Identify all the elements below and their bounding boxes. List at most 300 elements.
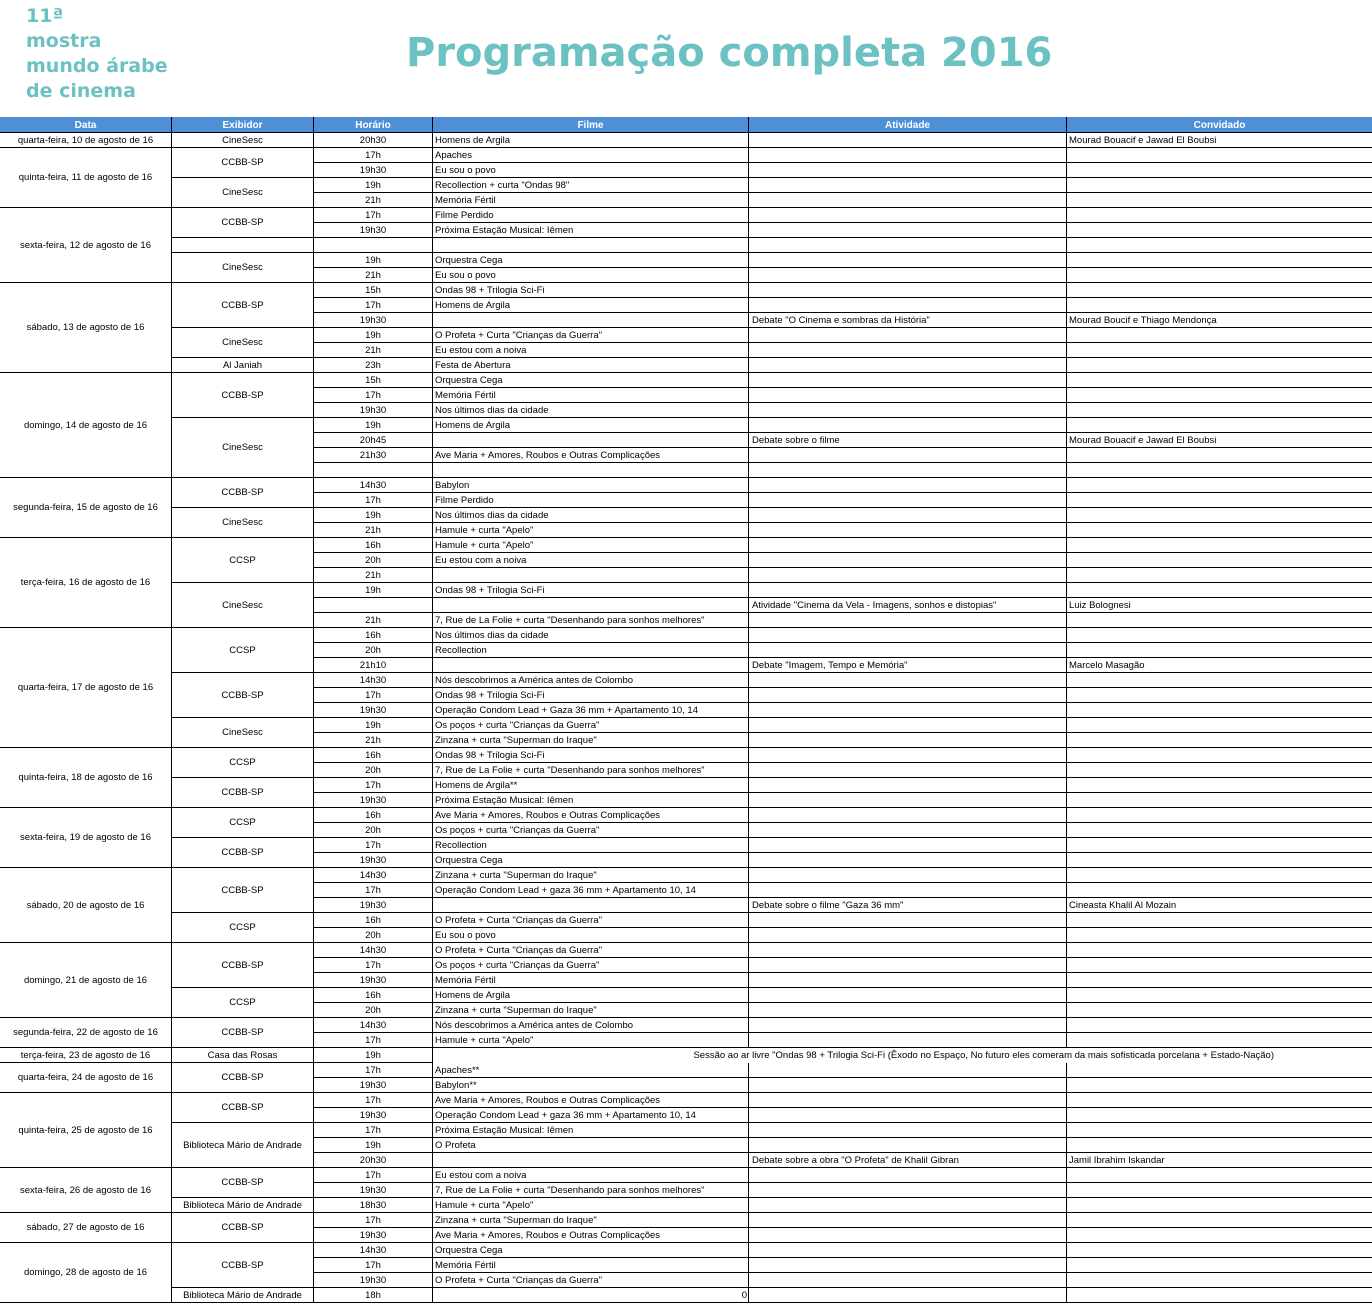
activity-cell bbox=[752, 673, 1064, 688]
film-cell: Memória Fértil bbox=[435, 195, 496, 206]
guest-cell bbox=[1069, 343, 1369, 358]
film-cell: Ondas 98 + Trilogia Sci-Fi bbox=[435, 690, 545, 701]
time-cell: 21h bbox=[365, 195, 381, 206]
film-cell: Orquestra Cega bbox=[435, 855, 503, 866]
guest-cell bbox=[1069, 403, 1369, 418]
guest-cell bbox=[1069, 1033, 1369, 1048]
venue-cell: CCBB-SP bbox=[221, 1222, 264, 1233]
film-cell: Homens de Argila bbox=[435, 990, 510, 1001]
film-cell: O Profeta + Curta "Crianças da Guerra" bbox=[435, 1275, 602, 1286]
time-cell: 17h bbox=[365, 495, 381, 506]
activity-cell bbox=[752, 808, 1064, 823]
activity-cell: Debate "Imagem, Tempo e Memória" bbox=[752, 660, 908, 671]
activity-cell bbox=[752, 493, 1064, 508]
date-cell: sexta-feira, 19 de agosto de 16 bbox=[20, 832, 151, 843]
time-cell: 19h30 bbox=[359, 1275, 387, 1286]
venue-cell: Biblioteca Mário de Andrade bbox=[183, 1290, 302, 1301]
film-cell: Orquestra Cega bbox=[435, 255, 503, 266]
film-cell: Eu sou o povo bbox=[435, 930, 496, 941]
guest-cell bbox=[1069, 643, 1369, 658]
venue-cell: CCBB-SP bbox=[221, 960, 264, 971]
guest-cell bbox=[1069, 268, 1369, 283]
time-cell: 19h30 bbox=[359, 165, 387, 176]
activity-cell bbox=[752, 1063, 1064, 1078]
venue-cell: Biblioteca Mário de Andrade bbox=[183, 1140, 302, 1151]
venue-cell: Al Janiah bbox=[222, 360, 263, 371]
guest-cell bbox=[1069, 733, 1369, 748]
activity-cell bbox=[752, 733, 1064, 748]
activity-cell bbox=[752, 523, 1064, 538]
film-cell: Próxima Estação Musical: Iêmen bbox=[435, 225, 574, 236]
guest-cell bbox=[1069, 328, 1369, 343]
guest-cell: Mourad Boucif e Thiago Mendonça bbox=[1069, 315, 1217, 326]
activity-cell bbox=[752, 268, 1064, 283]
film-cell bbox=[435, 463, 747, 478]
guest-cell bbox=[1069, 1138, 1369, 1153]
film-cell: Babylon bbox=[435, 480, 470, 491]
venue-cell: CineSesc bbox=[222, 135, 263, 146]
film-cell: Festa de Abertura bbox=[435, 360, 511, 371]
time-cell: 19h bbox=[365, 1050, 381, 1061]
activity-cell bbox=[752, 973, 1064, 988]
film-cell: Eu sou o povo bbox=[435, 270, 496, 281]
activity-cell bbox=[752, 913, 1064, 928]
film-cell: Memória Fértil bbox=[435, 975, 496, 986]
film-cell bbox=[435, 313, 747, 328]
activity-cell bbox=[752, 133, 1064, 148]
column-header-date: Data bbox=[0, 117, 172, 133]
activity-cell bbox=[752, 1258, 1064, 1273]
guest-cell: Mourad Bouacif e Jawad El Boubsi bbox=[1069, 435, 1217, 446]
venue-cell: CCBB-SP bbox=[221, 787, 264, 798]
guest-cell bbox=[1069, 1288, 1369, 1303]
column-header-activity: Atividade bbox=[749, 117, 1067, 133]
film-cell: Zinzana + curta "Superman do Iraque" bbox=[435, 735, 597, 746]
time-cell: 19h30 bbox=[359, 1185, 387, 1196]
guest-cell bbox=[1069, 628, 1369, 643]
time-cell: 14h30 bbox=[359, 675, 387, 686]
film-cell: 7, Rue de La Folie + curta "Desenhando para sonhos melhores" bbox=[435, 765, 705, 776]
date-cell: terça-feira, 16 de agosto de 16 bbox=[20, 577, 151, 588]
guest-cell bbox=[1069, 223, 1369, 238]
activity-cell bbox=[752, 763, 1064, 778]
guest-cell bbox=[1069, 1003, 1369, 1018]
guest-cell bbox=[1069, 583, 1369, 598]
time-cell: 17h bbox=[365, 1170, 381, 1181]
activity-cell: Debate "O Cinema e sombras da História" bbox=[752, 315, 930, 326]
time-cell: 14h30 bbox=[359, 870, 387, 881]
activity-cell bbox=[752, 283, 1064, 298]
guest-cell bbox=[1069, 553, 1369, 568]
time-cell: 21h bbox=[365, 615, 381, 626]
guest-cell bbox=[1069, 613, 1369, 628]
film-cell: Apaches** bbox=[435, 1065, 480, 1076]
date-cell: quinta-feira, 11 de agosto de 16 bbox=[18, 172, 153, 183]
guest-cell bbox=[1069, 193, 1369, 208]
time-cell: 17h bbox=[365, 210, 381, 221]
time-cell: 18h bbox=[365, 1290, 381, 1301]
time-cell bbox=[314, 238, 432, 253]
film-cell: Zinzana + curta "Superman do Iraque" bbox=[435, 1005, 597, 1016]
activity-cell bbox=[752, 778, 1064, 793]
guest-cell bbox=[1069, 1123, 1369, 1138]
activity-cell bbox=[752, 163, 1064, 178]
venue-cell: CCBB-SP bbox=[221, 1177, 264, 1188]
logo-line: de cinema bbox=[26, 80, 136, 102]
logo-line: 11ª bbox=[26, 5, 64, 27]
column-header-guest: Convidado bbox=[1067, 117, 1372, 133]
activity-cell bbox=[752, 553, 1064, 568]
activity-cell bbox=[752, 373, 1064, 388]
film-cell: Homens de Argila** bbox=[435, 780, 518, 791]
film-cell: Ave Maria + Amores, Roubos e Outras Complicações bbox=[435, 810, 661, 821]
venue-cell: Biblioteca Mário de Andrade bbox=[183, 1200, 302, 1211]
film-cell: Memória Fértil bbox=[435, 1260, 496, 1271]
time-cell: 16h bbox=[365, 810, 381, 821]
film-cell: Nos últimos dias da cidade bbox=[435, 405, 549, 416]
column-header-film: Filme bbox=[433, 117, 749, 133]
date-cell: sábado, 13 de agosto de 16 bbox=[26, 322, 145, 333]
activity-cell bbox=[752, 1018, 1064, 1033]
activity-cell bbox=[752, 703, 1064, 718]
guest-cell: Mourad Bouacif e Jawad El Boubsi bbox=[1069, 135, 1217, 146]
time-cell: 19h30 bbox=[359, 405, 387, 416]
date-cell: quinta-feira, 25 de agosto de 16 bbox=[18, 1125, 153, 1136]
column-divider bbox=[748, 117, 749, 1303]
date-cell: sábado, 27 de agosto de 16 bbox=[26, 1222, 145, 1233]
activity-cell bbox=[752, 238, 1064, 253]
guest-cell: Cineasta Khalil Al Mozain bbox=[1069, 900, 1177, 911]
activity-cell bbox=[752, 193, 1064, 208]
film-cell: Eu sou o povo bbox=[435, 165, 496, 176]
guest-cell bbox=[1069, 1198, 1369, 1213]
activity-cell bbox=[752, 1228, 1064, 1243]
time-cell: 17h bbox=[365, 780, 381, 791]
venue-cell: CCBB-SP bbox=[221, 1072, 264, 1083]
venue-cell: CCBB-SP bbox=[221, 1102, 264, 1113]
time-cell: 20h bbox=[365, 930, 381, 941]
guest-cell: Luiz Bolognesi bbox=[1069, 600, 1131, 611]
activity-cell bbox=[752, 568, 1064, 583]
guest-cell bbox=[1069, 928, 1369, 943]
time-cell: 19h bbox=[365, 510, 381, 521]
venue-cell: CCBB-SP bbox=[221, 847, 264, 858]
activity-cell bbox=[752, 418, 1064, 433]
venue-cell: CCSP bbox=[229, 645, 256, 656]
date-cell: quarta-feira, 24 de agosto de 16 bbox=[17, 1072, 154, 1083]
film-cell bbox=[435, 898, 747, 913]
time-cell: 20h bbox=[365, 645, 381, 656]
activity-cell bbox=[752, 223, 1064, 238]
time-cell: 21h30 bbox=[359, 450, 387, 461]
date-cell: quarta-feira, 10 de agosto de 16 bbox=[17, 135, 154, 146]
guest-cell bbox=[1069, 913, 1369, 928]
time-cell: 18h30 bbox=[359, 1200, 387, 1211]
time-cell: 20h bbox=[365, 1005, 381, 1016]
film-cell: Operação Condom Lead + gaza 36 mm + Apartamento 10, 14 bbox=[435, 1110, 696, 1121]
time-cell: 17h bbox=[365, 840, 381, 851]
activity-cell bbox=[752, 328, 1064, 343]
film-cell: Os poços + curta "Crianças da Guerra" bbox=[435, 720, 600, 731]
time-cell: 20h bbox=[365, 765, 381, 776]
time-cell: 17h bbox=[365, 390, 381, 401]
film-cell: Hamule + curta "Apelo" bbox=[435, 525, 534, 536]
film-cell: Nós descobrimos a América antes de Colombo bbox=[435, 1020, 634, 1031]
guest-cell bbox=[1069, 1273, 1369, 1288]
activity-cell bbox=[752, 478, 1064, 493]
guest-cell bbox=[1069, 988, 1369, 1003]
film-cell: Ave Maria + Amores, Roubos e Outras Complicações bbox=[435, 1230, 661, 1241]
date-cell: segunda-feira, 15 de agosto de 16 bbox=[13, 502, 158, 513]
time-cell: 17h bbox=[365, 1125, 381, 1136]
guest-cell bbox=[1069, 838, 1369, 853]
venue-cell: CCBB-SP bbox=[221, 690, 264, 701]
activity-cell bbox=[752, 613, 1064, 628]
logo-line: mostra bbox=[26, 30, 102, 52]
activity-cell bbox=[752, 538, 1064, 553]
venue-cell: CineSesc bbox=[222, 187, 263, 198]
film-cell: Próxima Estação Musical: Iêmen bbox=[435, 795, 574, 806]
time-cell: 17h bbox=[365, 1065, 381, 1076]
venue-cell bbox=[172, 238, 313, 253]
activity-cell bbox=[752, 508, 1064, 523]
guest-cell: Marcelo Masagão bbox=[1069, 660, 1145, 671]
film-cell: Ave Maria + Amores, Roubos e Outras Complicações bbox=[435, 450, 661, 461]
venue-cell: CCBB-SP bbox=[221, 487, 264, 498]
guest-cell bbox=[1069, 763, 1369, 778]
time-cell: 16h bbox=[365, 630, 381, 641]
film-cell: 7, Rue de La Folie + curta "Desenhando para sonhos melhores" bbox=[435, 615, 705, 626]
time-cell: 21h bbox=[365, 735, 381, 746]
time-cell: 21h bbox=[365, 270, 381, 281]
film-cell: Hamule + curta "Apelo" bbox=[435, 540, 534, 551]
time-cell: 21h bbox=[365, 345, 381, 356]
activity-cell bbox=[752, 1243, 1064, 1258]
guest-cell bbox=[1069, 478, 1369, 493]
time-cell: 23h bbox=[365, 360, 381, 371]
activity-cell bbox=[752, 1288, 1064, 1303]
time-cell: 17h bbox=[365, 1095, 381, 1106]
time-cell: 16h bbox=[365, 915, 381, 926]
date-cell: domingo, 28 de agosto de 16 bbox=[23, 1267, 148, 1278]
guest-cell bbox=[1069, 148, 1369, 163]
time-cell: 17h bbox=[365, 300, 381, 311]
time-cell: 19h30 bbox=[359, 795, 387, 806]
time-cell: 14h30 bbox=[359, 1020, 387, 1031]
venue-cell: CineSesc bbox=[222, 600, 263, 611]
activity-cell bbox=[752, 1273, 1064, 1288]
guest-cell bbox=[1069, 673, 1369, 688]
film-cell: Operação Condom Lead + gaza 36 mm + Apartamento 10, 14 bbox=[435, 885, 696, 896]
date-cell: quarta-feira, 17 de agosto de 16 bbox=[17, 682, 154, 693]
guest-cell bbox=[1069, 793, 1369, 808]
activity-cell bbox=[752, 388, 1064, 403]
guest-cell: Jamil Ibrahim Iskandar bbox=[1069, 1155, 1165, 1166]
film-cell: Ave Maria + Amores, Roubos e Outras Complicações bbox=[435, 1095, 661, 1106]
page-title: Programação completa 2016 bbox=[406, 30, 1053, 76]
date-cell: sábado, 20 de agosto de 16 bbox=[26, 900, 145, 911]
film-cell: Nos últimos dias da cidade bbox=[435, 510, 549, 521]
film-cell: O Profeta + Curta "Crianças da Guerra" bbox=[435, 945, 602, 956]
activity-cell bbox=[752, 958, 1064, 973]
venue-cell: CCSP bbox=[229, 757, 256, 768]
activity-cell bbox=[752, 853, 1064, 868]
time-cell: 14h30 bbox=[359, 480, 387, 491]
film-cell: Memória Fértil bbox=[435, 390, 496, 401]
film-cell bbox=[435, 598, 747, 613]
film-cell: 7, Rue de La Folie + curta "Desenhando para sonhos melhores" bbox=[435, 1185, 705, 1196]
film-cell: Nos últimos dias da cidade bbox=[435, 630, 549, 641]
film-cell bbox=[435, 433, 747, 448]
activity-cell bbox=[752, 928, 1064, 943]
activity-cell bbox=[752, 1108, 1064, 1123]
film-cell: Filme Perdido bbox=[435, 495, 494, 506]
activity-cell: Debate sobre o filme "Gaza 36 mm" bbox=[752, 900, 904, 911]
film-cell: Recollection + curta "Ondas 98" bbox=[435, 180, 570, 191]
film-cell: Hamule + curta "Apelo" bbox=[435, 1035, 534, 1046]
activity-cell bbox=[752, 1198, 1064, 1213]
activity-cell: Atividade "Cinema da Vela - Imagens, sonhos e distopias" bbox=[752, 600, 997, 611]
film-cell: Orquestra Cega bbox=[435, 375, 503, 386]
time-cell: 20h45 bbox=[359, 435, 387, 446]
venue-cell: CCBB-SP bbox=[221, 1027, 264, 1038]
time-cell: 14h30 bbox=[359, 1245, 387, 1256]
film-cell: 0 bbox=[741, 1290, 747, 1301]
venue-cell: CCSP bbox=[229, 922, 256, 933]
venue-cell: CineSesc bbox=[222, 442, 263, 453]
guest-cell bbox=[1069, 448, 1369, 463]
time-cell: 20h bbox=[365, 555, 381, 566]
film-cell bbox=[435, 238, 747, 253]
date-cell: domingo, 21 de agosto de 16 bbox=[23, 975, 148, 986]
activity-cell bbox=[752, 943, 1064, 958]
guest-cell bbox=[1069, 538, 1369, 553]
film-cell: Eu estou com a noiva bbox=[435, 555, 527, 566]
festival-logo bbox=[26, 4, 168, 104]
activity-cell bbox=[752, 343, 1064, 358]
logo-line: mundo árabe bbox=[26, 55, 168, 77]
activity-cell bbox=[752, 793, 1064, 808]
guest-cell bbox=[1069, 748, 1369, 763]
venue-cell: CineSesc bbox=[222, 337, 263, 348]
film-cell: Filme Perdido bbox=[435, 210, 494, 221]
activity-cell bbox=[752, 1168, 1064, 1183]
schedule-table bbox=[0, 117, 1372, 1307]
time-cell: 15h bbox=[365, 285, 381, 296]
time-cell: 19h bbox=[365, 585, 381, 596]
film-cell: Zinzana + curta "Superman do Iraque" bbox=[435, 870, 597, 881]
time-cell: 17h bbox=[365, 885, 381, 896]
guest-cell bbox=[1069, 853, 1369, 868]
guest-cell bbox=[1069, 238, 1369, 253]
guest-cell bbox=[1069, 508, 1369, 523]
film-cell: Homens de Argila bbox=[435, 300, 510, 311]
date-cell: segunda-feira, 22 de agosto de 16 bbox=[13, 1027, 158, 1038]
film-cell: Orquestra Cega bbox=[435, 1245, 503, 1256]
time-cell: 19h30 bbox=[359, 1110, 387, 1121]
activity-cell bbox=[752, 988, 1064, 1003]
column-header-time: Horário bbox=[314, 117, 433, 133]
guest-cell bbox=[1069, 718, 1369, 733]
guest-cell bbox=[1069, 688, 1369, 703]
film-cell: Zinzana + curta "Superman do Iraque" bbox=[435, 1215, 597, 1226]
film-cell: Homens de Argila bbox=[435, 420, 510, 431]
film-cell: Recollection bbox=[435, 645, 487, 656]
film-cell: Os poços + curta "Crianças da Guerra" bbox=[435, 960, 600, 971]
time-cell: 16h bbox=[365, 540, 381, 551]
time-cell: 19h bbox=[365, 1140, 381, 1151]
activity-cell bbox=[752, 1078, 1064, 1093]
time-cell: 19h bbox=[365, 255, 381, 266]
film-cell: Os poços + curta "Crianças da Guerra" bbox=[435, 825, 600, 836]
venue-cell: CCSP bbox=[229, 817, 256, 828]
activity-cell bbox=[752, 718, 1064, 733]
guest-cell bbox=[1069, 1018, 1369, 1033]
date-cell: quinta-feira, 18 de agosto de 16 bbox=[18, 772, 153, 783]
venue-cell: CineSesc bbox=[222, 517, 263, 528]
venue-cell: CCBB-SP bbox=[221, 390, 264, 401]
time-cell: 16h bbox=[365, 990, 381, 1001]
guest-cell bbox=[1069, 1183, 1369, 1198]
film-cell bbox=[435, 658, 747, 673]
guest-cell bbox=[1069, 823, 1369, 838]
date-cell: sexta-feira, 12 de agosto de 16 bbox=[20, 240, 151, 251]
guest-cell bbox=[1069, 163, 1369, 178]
activity-cell: Debate sobre o filme bbox=[752, 435, 840, 446]
time-cell: 19h30 bbox=[359, 855, 387, 866]
film-cell: Apaches bbox=[435, 150, 472, 161]
activity-cell bbox=[752, 643, 1064, 658]
time-cell: 19h30 bbox=[359, 975, 387, 986]
special-note: Sessão ao ar livre "Ondas 98 + Trilogia Sci-Fi (Êxodo no Espaço, No futuro eles comeram da mais sofisticada porcelana + Estado-Nação) bbox=[433, 1048, 1372, 1063]
time-cell: 19h30 bbox=[359, 1080, 387, 1091]
guest-cell bbox=[1069, 973, 1369, 988]
time-cell: 20h30 bbox=[359, 1155, 387, 1166]
time-cell: 17h bbox=[365, 1035, 381, 1046]
time-cell: 19h30 bbox=[359, 705, 387, 716]
date-cell: domingo, 14 de agosto de 16 bbox=[23, 420, 148, 431]
guest-cell bbox=[1069, 1243, 1369, 1258]
guest-cell bbox=[1069, 868, 1369, 883]
time-cell: 20h bbox=[365, 825, 381, 836]
activity-cell bbox=[752, 358, 1064, 373]
time-cell: 17h bbox=[365, 150, 381, 161]
venue-cell: CCBB-SP bbox=[221, 300, 264, 311]
film-cell: Homens de Argila bbox=[435, 135, 510, 146]
time-cell bbox=[314, 598, 432, 613]
activity-cell bbox=[752, 298, 1064, 313]
guest-cell bbox=[1069, 778, 1369, 793]
film-cell: Operação Condom Lead + Gaza 36 mm + Apartamento 10, 14 bbox=[435, 705, 698, 716]
film-cell: O Profeta + Curta "Crianças da Guerra" bbox=[435, 915, 602, 926]
time-cell: 17h bbox=[365, 960, 381, 971]
film-cell: Ondas 98 + Trilogia Sci-Fi bbox=[435, 750, 545, 761]
date-cell: terça-feira, 23 de agosto de 16 bbox=[20, 1050, 151, 1061]
activity-cell bbox=[752, 208, 1064, 223]
venue-cell: CCBB-SP bbox=[221, 1260, 264, 1271]
time-cell: 19h30 bbox=[359, 1230, 387, 1241]
guest-cell bbox=[1069, 358, 1369, 373]
time-cell: 19h bbox=[365, 330, 381, 341]
activity-cell bbox=[752, 628, 1064, 643]
time-cell bbox=[314, 463, 432, 478]
activity-cell bbox=[752, 463, 1064, 478]
column-header-venue: Exibidor bbox=[172, 117, 314, 133]
time-cell: 21h bbox=[365, 570, 381, 581]
activity-cell: Debate sobre a obra "O Profeta" de Khalil Gibran bbox=[752, 1155, 959, 1166]
guest-cell bbox=[1069, 1258, 1369, 1273]
film-cell: Hamule + curta "Apelo" bbox=[435, 1200, 534, 1211]
